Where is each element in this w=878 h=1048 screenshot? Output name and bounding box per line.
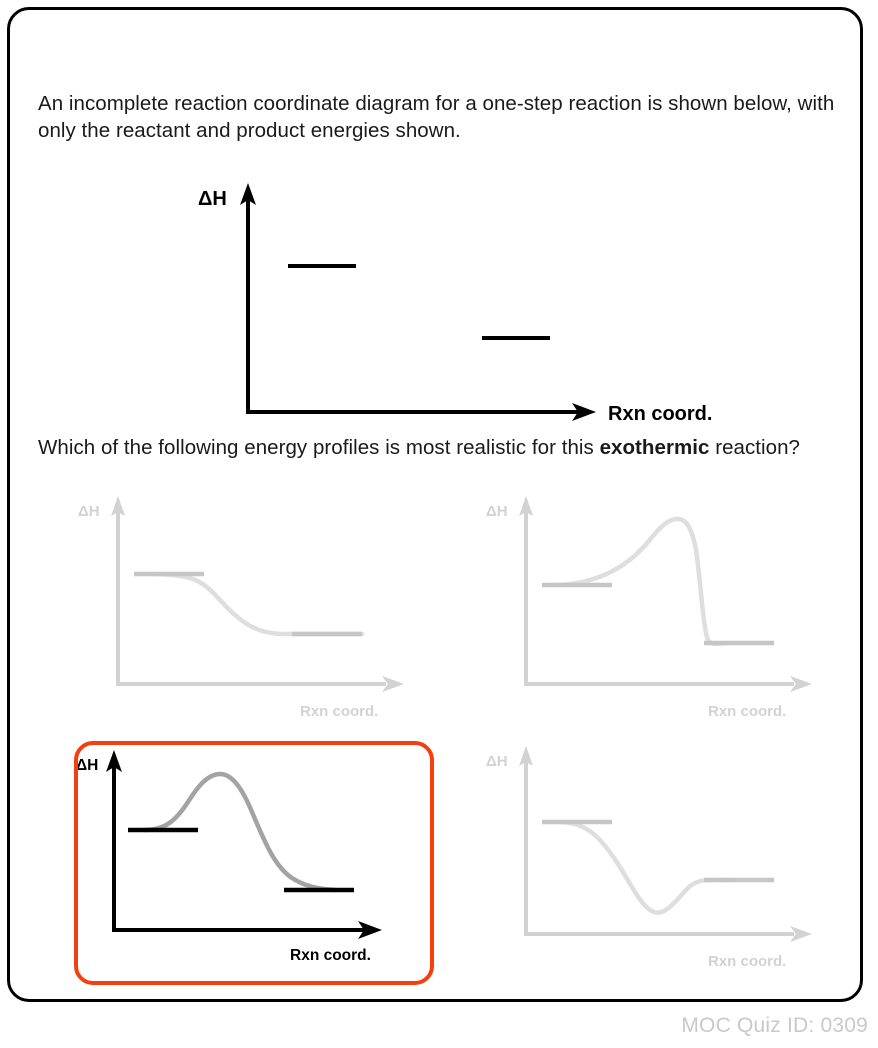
question-suffix: reaction? <box>709 436 800 459</box>
option-a-y-axis-label: ΔH <box>78 503 100 520</box>
quiz-card <box>7 7 863 1002</box>
option-d-y-axis-label: ΔH <box>486 753 508 770</box>
option-c-y-axis-label: ΔH <box>76 757 99 774</box>
option-d-diagram <box>460 732 860 977</box>
option-a-energy-curve <box>150 574 362 634</box>
option-d-x-axis-label: Rxn coord. <box>708 953 787 970</box>
option-b-energy-curve <box>558 519 728 644</box>
main-reaction-diagram <box>180 173 740 431</box>
main-x-axis-label: Rxn coord. <box>608 403 713 425</box>
intro-line-1: An incomplete reaction coordinate diagram for a one-step reaction is shown below, <box>38 92 792 115</box>
quiz-id-footer: MOC Quiz ID: 0309 <box>681 1014 868 1037</box>
question-emphasis: exothermic <box>599 436 710 459</box>
option-b-x-axis-label: Rxn coord. <box>708 703 787 720</box>
option-a[interactable] <box>52 488 452 733</box>
option-c[interactable] <box>52 732 452 977</box>
option-d-energy-curve <box>558 822 728 913</box>
option-c-diagram <box>52 732 452 977</box>
option-a-diagram <box>52 488 452 733</box>
main-y-axis-label: ΔH <box>198 188 227 210</box>
option-b[interactable] <box>460 488 860 733</box>
option-b-diagram <box>460 488 860 733</box>
option-b-y-axis-label: ΔH <box>486 503 508 520</box>
option-d[interactable] <box>460 732 860 977</box>
question-prefix: Which of the following energy profiles is most realistic for this <box>38 436 600 459</box>
question-prompt <box>38 434 853 461</box>
option-c-x-axis-label: Rxn coord. <box>290 947 371 964</box>
intro-prompt <box>38 90 848 144</box>
intro-line-2: with only the reactant and product energies shown. <box>38 92 835 142</box>
option-a-x-axis-label: Rxn coord. <box>300 703 379 720</box>
